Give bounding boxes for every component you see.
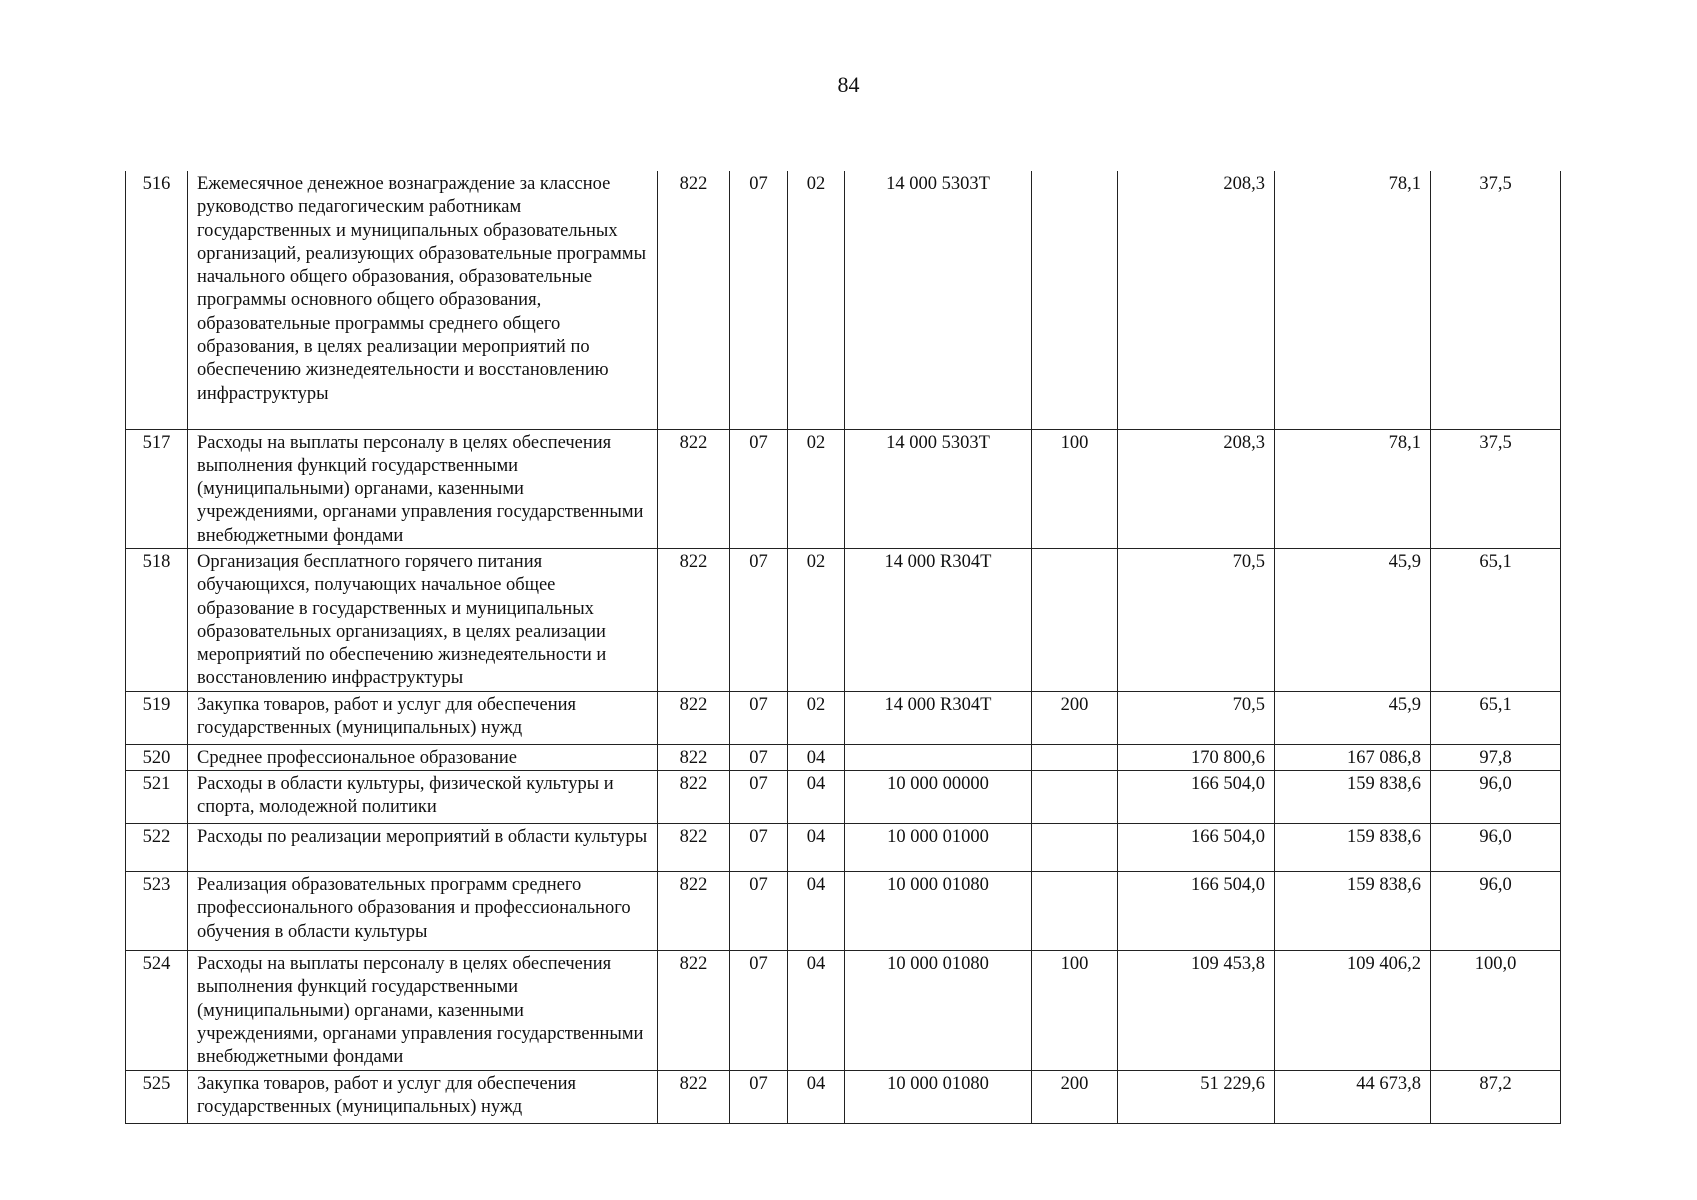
table-row (126, 744, 1561, 770)
table-row (126, 548, 1561, 691)
execution-percent: 96,0 (1431, 824, 1561, 872)
actual-amount: 159 838,6 (1275, 872, 1431, 951)
subsection-code: 02 (788, 429, 845, 548)
row-name: Расходы в области культуры, физической культуры и спорта, молодежной политики (188, 771, 658, 824)
plan-amount: 166 504,0 (1118, 872, 1275, 951)
plan-amount: 208,3 (1118, 171, 1275, 429)
actual-amount: 109 406,2 (1275, 951, 1431, 1070)
target-code (845, 744, 1032, 770)
plan-amount: 166 504,0 (1118, 824, 1275, 872)
execution-percent: 65,1 (1431, 548, 1561, 691)
section-code: 07 (730, 548, 788, 691)
ministry-code: 822 (658, 872, 730, 951)
table-row (126, 1070, 1561, 1123)
table-row (126, 171, 1561, 429)
expense-type-code (1032, 548, 1118, 691)
section-code: 07 (730, 771, 788, 824)
expense-type-code: 100 (1032, 429, 1118, 548)
row-name: Закупка товаров, работ и услуг для обеспечения государственных (муниципальных) нужд (188, 1070, 658, 1123)
expense-type-code: 100 (1032, 951, 1118, 1070)
actual-amount: 45,9 (1275, 548, 1431, 691)
target-code: 14 000 5303Т (845, 171, 1032, 429)
subsection-code: 02 (788, 171, 845, 429)
target-code: 10 000 00000 (845, 771, 1032, 824)
ministry-code: 822 (658, 691, 730, 744)
expense-type-code (1032, 744, 1118, 770)
row-number: 524 (126, 951, 188, 1070)
expense-type-code: 200 (1032, 1070, 1118, 1123)
section-code: 07 (730, 824, 788, 872)
row-number: 525 (126, 1070, 188, 1123)
row-name: Расходы на выплаты персоналу в целях обеспечения выполнения функций государственными (муниципальными) органами, казенными учреждениями, органами управления государственными внебюджетными фондами (188, 429, 658, 548)
plan-amount: 70,5 (1118, 691, 1275, 744)
plan-amount: 208,3 (1118, 429, 1275, 548)
row-number: 516 (126, 171, 188, 429)
plan-amount: 51 229,6 (1118, 1070, 1275, 1123)
actual-amount: 45,9 (1275, 691, 1431, 744)
plan-amount: 166 504,0 (1118, 771, 1275, 824)
page-number: 84 (837, 72, 860, 97)
ministry-code: 822 (658, 824, 730, 872)
actual-amount: 167 086,8 (1275, 744, 1431, 770)
row-name: Реализация образовательных программ среднего профессионального образования и профессионального обучения в области культуры (188, 872, 658, 951)
plan-amount: 109 453,8 (1118, 951, 1275, 1070)
expense-type-code (1032, 872, 1118, 951)
execution-percent: 87,2 (1431, 1070, 1561, 1123)
expense-type-code (1032, 771, 1118, 824)
section-code: 07 (730, 429, 788, 548)
subsection-code: 04 (788, 872, 845, 951)
row-number: 520 (126, 744, 188, 770)
actual-amount: 159 838,6 (1275, 771, 1431, 824)
row-name: Ежемесячное денежное вознаграждение за классное руководство педагогическим работникам государственных и муниципальных образовательных организаций, реализующих образовательные программы начального общего образования, образовательные программы основного общего образования, образовательные программы среднего общего образования, в целях реализации мероприятий по обеспечению жизнедеятельности и восстановлению инфраструктуры (188, 171, 658, 429)
subsection-code: 04 (788, 1070, 845, 1123)
actual-amount: 44 673,8 (1275, 1070, 1431, 1123)
subsection-code: 04 (788, 824, 845, 872)
row-number: 521 (126, 771, 188, 824)
target-code: 10 000 01080 (845, 872, 1032, 951)
ministry-code: 822 (658, 171, 730, 429)
ministry-code: 822 (658, 744, 730, 770)
actual-amount: 78,1 (1275, 429, 1431, 548)
execution-percent: 65,1 (1431, 691, 1561, 744)
expense-type-code (1032, 171, 1118, 429)
plan-amount: 170 800,6 (1118, 744, 1275, 770)
actual-amount: 78,1 (1275, 171, 1431, 429)
row-number: 518 (126, 548, 188, 691)
plan-amount: 70,5 (1118, 548, 1275, 691)
row-number: 523 (126, 872, 188, 951)
row-name: Расходы по реализации мероприятий в области культуры (188, 824, 658, 872)
target-code: 14 000 R304Т (845, 548, 1032, 691)
section-code: 07 (730, 1070, 788, 1123)
ministry-code: 822 (658, 951, 730, 1070)
budget-table (125, 171, 1561, 1124)
expense-type-code: 200 (1032, 691, 1118, 744)
table-row (126, 824, 1561, 872)
section-code: 07 (730, 872, 788, 951)
execution-percent: 97,8 (1431, 744, 1561, 770)
subsection-code: 04 (788, 771, 845, 824)
target-code: 10 000 01080 (845, 1070, 1032, 1123)
target-code: 10 000 01000 (845, 824, 1032, 872)
actual-amount: 159 838,6 (1275, 824, 1431, 872)
ministry-code: 822 (658, 429, 730, 548)
target-code: 14 000 R304Т (845, 691, 1032, 744)
row-number: 519 (126, 691, 188, 744)
subsection-code: 02 (788, 691, 845, 744)
ministry-code: 822 (658, 771, 730, 824)
row-number: 522 (126, 824, 188, 872)
target-code: 14 000 5303Т (845, 429, 1032, 548)
row-name: Среднее профессиональное образование (188, 744, 658, 770)
subsection-code: 02 (788, 548, 845, 691)
table-row (126, 429, 1561, 548)
table-row (126, 951, 1561, 1070)
execution-percent: 96,0 (1431, 771, 1561, 824)
target-code: 10 000 01080 (845, 951, 1032, 1070)
ministry-code: 822 (658, 1070, 730, 1123)
section-code: 07 (730, 744, 788, 770)
subsection-code: 04 (788, 744, 845, 770)
row-name: Организация бесплатного горячего питания обучающихся, получающих начальное общее образование в государственных и муниципальных образовательных организациях, в целях реализации мероприятий по обеспечению жизнедеятельности и восстановлению инфраструктуры (188, 548, 658, 691)
row-number: 517 (126, 429, 188, 548)
section-code: 07 (730, 171, 788, 429)
section-code: 07 (730, 951, 788, 1070)
row-name: Расходы на выплаты персоналу в целях обеспечения выполнения функций государственными (муниципальными) органами, казенными учреждениями, органами управления государственными внебюджетными фондами (188, 951, 658, 1070)
row-name: Закупка товаров, работ и услуг для обеспечения государственных (муниципальных) нужд (188, 691, 658, 744)
execution-percent: 96,0 (1431, 872, 1561, 951)
ministry-code: 822 (658, 548, 730, 691)
table-row (126, 771, 1561, 824)
table-row (126, 872, 1561, 951)
subsection-code: 04 (788, 951, 845, 1070)
section-code: 07 (730, 691, 788, 744)
execution-percent: 37,5 (1431, 429, 1561, 548)
execution-percent: 37,5 (1431, 171, 1561, 429)
expense-type-code (1032, 824, 1118, 872)
execution-percent: 100,0 (1431, 951, 1561, 1070)
table-row (126, 691, 1561, 744)
